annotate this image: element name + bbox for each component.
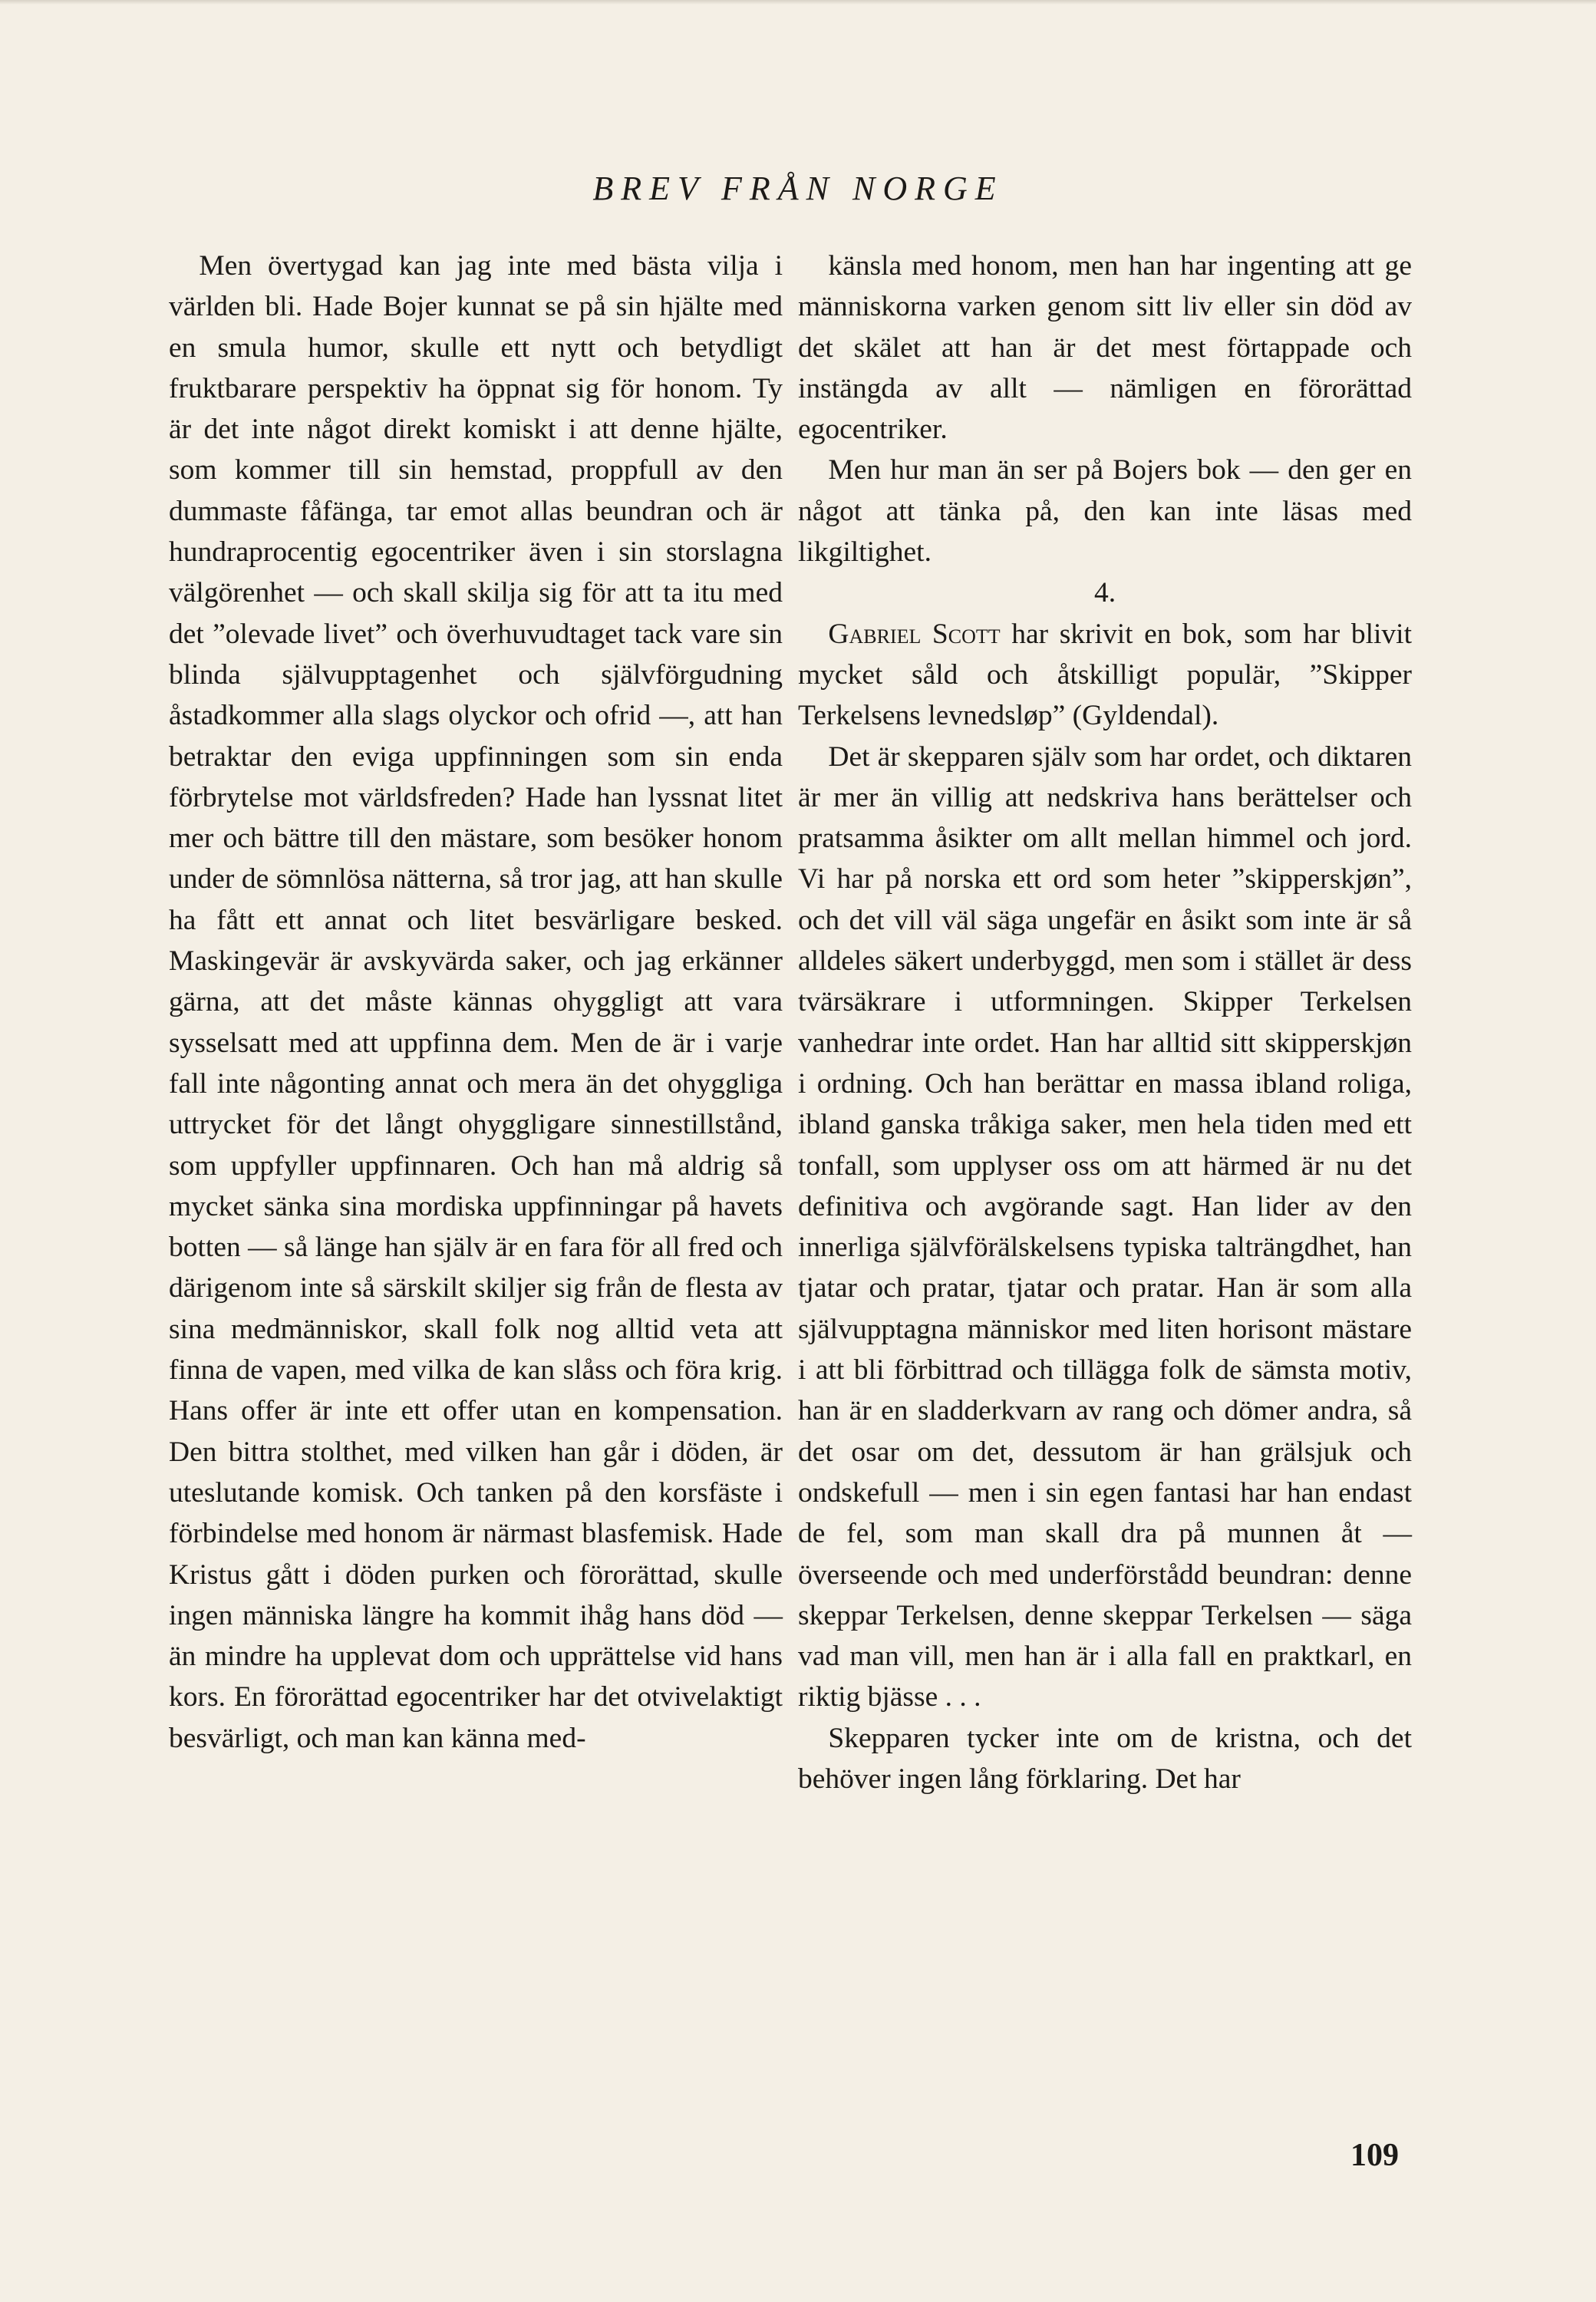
left-column: [169, 246, 783, 1759]
section-number: 4.: [1093, 577, 1116, 609]
paragraph: Skepparen tycker inte om de kristna, och det behöver ingen lång förklaring. Det har: [798, 1722, 1412, 1795]
paragraph: Det är skepparen själv som har ordet, och diktaren är mer än villig att nedskriva hans berättelser och pratsamma åsikter om allt mellan himmel och jord. Vi har på norska ett ord som heter ”skipperskjøn”, och det vill väl säga ungefär en åsikt som inte är så alldeles säkert underbyggd, men som i stället är dess tvärsäkrare i utformningen. Skipper Terkelsen vanhedrar inte ordet. Han har alltid sitt skipperskjøn i ordning. Och han berättar en massa ibland roliga, ibland ganska tråkiga saker, men hela tiden med ett tonfall, som upplyser oss om att härmed är nu det definitiva och avgörande sagt. Han lider av den innerliga självförälskelsens typiska talträngdhet, han tjatar och pratar, tjatar och pratar. Han är som alla självupptagna människor med liten horisont mästare i att bli förbittrad och tillägga folk de sämsta motiv, han är en sladderkvarn av rang och dömer andra, så det osar om det, dessutom är han grälsjuk och ondskefull — men i sin egen fantasi har han endast de fel, som man skall dra på munnen åt — överseende och med underförstådd beundran: denne skeppar Terkelsen, denne skeppar Terkelsen — säga vad man vill, men han är i alla fall en praktkarl, en riktig bjässe . . .: [798, 740, 1412, 1713]
page-number: 109: [1350, 2138, 1399, 2173]
page-top-edge: [0, 0, 1596, 5]
author-name: Gabriel Scott: [828, 618, 1001, 650]
running-head: BREV FRÅN NORGE: [592, 170, 1004, 207]
paragraph-text: har skrivit en bok, som har blivit mycket såld och åtskilligt populär, ”Skipper Terkelsens levnedsløp” (Gyldendal).: [798, 618, 1412, 732]
paragraph: [798, 614, 1412, 737]
right-column: [798, 246, 1412, 1799]
paragraph: Men hur man än ser på Bojers bok — den ger en något att tänka på, den kan inte läsas med likgiltighet.: [798, 454, 1412, 569]
paragraph: känsla med honom, men han har ingenting att ge människorna varken genom sitt liv eller sin död av det skälet att han är det mest förtappade och instängda av allt — nämligen en förorättad egocentriker.: [798, 250, 1412, 446]
paragraph: Men övertygad kan jag inte med bästa vilja i världen bli. Hade Bojer kunnat se på sin hjälte med en smula humor, skulle ett nytt och betydligt fruktbarare perspektiv ha öppnat sig för honom. Ty är det inte något direkt komiskt i att denne hjälte, som kommer till sin hemstad, proppfull av den dummaste fåfänga, tar emot allas beundran och är hundraprocentig egocentriker även i sin storslagna välgörenhet — och skall skilja sig för att ta itu med det ”olevade livet” och överhuvudtaget tack vare sin blinda självupptagenhet och självförgudning åstadkommer alla slags olyckor och ofrid —, att han betraktar den eviga uppfinningen som sin enda förbrytelse mot världsfreden? Hade han lyssnat litet mer och bättre till den mästare, som besöker honom under de sömnlösa nätterna, så tror jag, att han skulle ha fått ett annat och litet besvärligare besked. Maskingevär är avskyvärda saker, och jag erkänner gärna, att det måste kännas ohyggligt att vara sysselsatt med att uppfinna dem. Men de är i varje fall inte någonting annat och mera än det ohyggliga uttrycket för det långt ohyggligare sinnestillstånd, som uppfyller uppfinnaren. Och han må aldrig så mycket sänka sina mordiska uppfinningar på havets botten — så länge han själv är en fara för all fred och därigenom inte så särskilt skiljer sig från de flesta av sina medmänniskor, skall folk nog alltid veta att finna de vapen, med vilka de kan slåss och föra krig. Hans offer är inte ett offer utan en kompensation. Den bittra stolthet, med vilken han går i döden, är uteslutande komisk. Och tanken på den korsfäste i förbindelse med honom är närmast blasfemisk. Hade Kristus gått i döden purken och förorättad, skulle ingen människa längre ha kommit ihåg hans död — än mindre ha upplevat dom och upprättelse vid hans kors. En förorättad egocentriker har det otvivelaktigt besvärligt, och man kan känna med-: [169, 250, 783, 1754]
